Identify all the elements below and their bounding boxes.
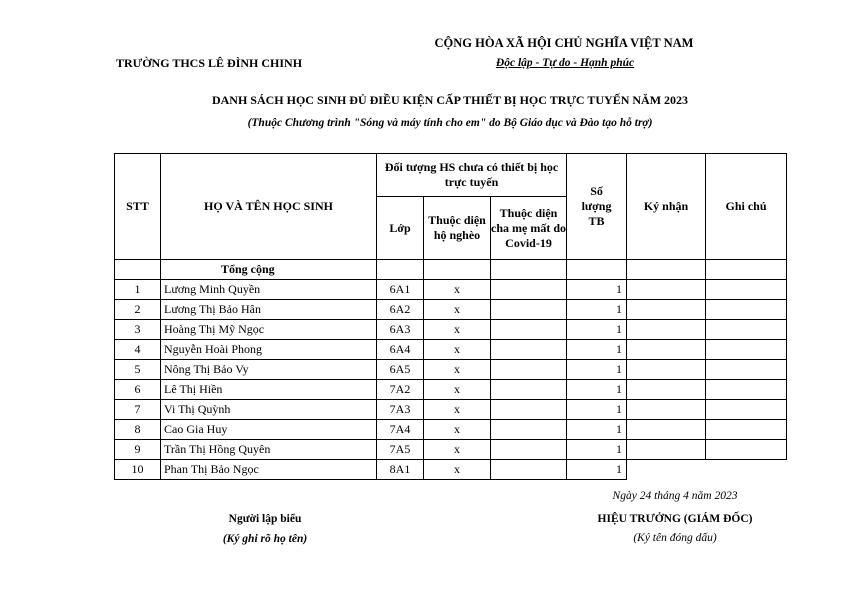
- row-name: Hoàng Thị Mỹ Ngọc: [161, 320, 377, 340]
- row-stt: 10: [115, 460, 161, 480]
- row-stt: 7: [115, 400, 161, 420]
- row-note: [706, 320, 787, 340]
- preparer-title: Người lập biểu: [228, 513, 302, 525]
- table-row: [115, 280, 787, 300]
- row-covid: [491, 300, 567, 320]
- principal-note: (Ký tên đóng dấu): [633, 532, 717, 544]
- row-stt: 2: [115, 300, 161, 320]
- row-class: 6A5: [377, 360, 424, 380]
- row-poor: x: [424, 340, 491, 360]
- row-sign: [627, 440, 706, 460]
- row-name: Nguyễn Hoài Phong: [161, 340, 377, 360]
- row-qty: 1: [567, 320, 627, 340]
- table-row: [115, 340, 787, 360]
- header-name: HỌ VÀ TÊN HỌC SINH: [161, 154, 377, 260]
- header-stt: STT: [115, 154, 161, 260]
- row-class: 7A5: [377, 440, 424, 460]
- student-table: [114, 153, 787, 480]
- header-group: Đối tượng HS chưa có thiết bị học trực tuyến: [377, 154, 567, 197]
- row-covid: [491, 320, 567, 340]
- row-poor: x: [424, 300, 491, 320]
- table-row: [115, 440, 787, 460]
- row-poor: x: [424, 420, 491, 440]
- row-qty: 1: [567, 360, 627, 380]
- table-row: [115, 400, 787, 420]
- row-name: Lương Thị Bảo Hân: [161, 300, 377, 320]
- row-sign: [627, 380, 706, 400]
- row-poor: x: [424, 380, 491, 400]
- row-sign: [627, 320, 706, 340]
- row-stt: 9: [115, 440, 161, 460]
- header-sign: Ký nhận: [627, 154, 706, 260]
- row-poor: x: [424, 460, 491, 480]
- header-note: Ghi chú: [706, 154, 787, 260]
- row-qty: 1: [567, 380, 627, 400]
- row-covid: [491, 400, 567, 420]
- sign-date: Ngày 24 tháng 4 năm 2023: [612, 490, 738, 502]
- row-note: [706, 380, 787, 400]
- row-sign: [627, 420, 706, 440]
- row-poor: x: [424, 400, 491, 420]
- row-stt: 3: [115, 320, 161, 340]
- row-note: [706, 460, 787, 480]
- table-row: [115, 320, 787, 340]
- row-covid: [491, 420, 567, 440]
- document-subtitle: (Thuộc Chương trình "Sóng và máy tính cho em" do Bộ Giáo dục và Đào tạo hỗ trợ): [247, 117, 653, 129]
- school-name: TRƯỜNG THCS LÊ ĐÌNH CHINH: [116, 56, 303, 70]
- row-sign: [627, 280, 706, 300]
- row-note: [706, 300, 787, 320]
- row-sign: [627, 360, 706, 380]
- row-covid: [491, 280, 567, 300]
- row-covid: [491, 360, 567, 380]
- country-name: CỘNG HÒA XÃ HỘI CHỦ NGHĨA VIỆT NAM: [434, 36, 694, 50]
- row-qty: 1: [567, 280, 627, 300]
- table-row: [115, 380, 787, 400]
- row-poor: x: [424, 440, 491, 460]
- row-class: 8A1: [377, 460, 424, 480]
- row-class: 7A3: [377, 400, 424, 420]
- row-covid: [491, 380, 567, 400]
- row-note: [706, 420, 787, 440]
- row-qty: 1: [567, 460, 627, 480]
- row-qty: 1: [567, 400, 627, 420]
- row-class: 7A2: [377, 380, 424, 400]
- row-class: 6A4: [377, 340, 424, 360]
- row-name: Lê Thị Hiền: [161, 380, 377, 400]
- row-name: Cao Gia Huy: [161, 420, 377, 440]
- total-label: Tổng cộng: [161, 260, 377, 280]
- row-stt: 6: [115, 380, 161, 400]
- row-covid: [491, 340, 567, 360]
- row-class: 6A2: [377, 300, 424, 320]
- row-covid: [491, 460, 567, 480]
- row-note: [706, 280, 787, 300]
- row-qty: 1: [567, 440, 627, 460]
- row-name: Phan Thị Bảo Ngọc: [161, 460, 377, 480]
- row-name: Lương Minh Quyền: [161, 280, 377, 300]
- table-row: [115, 460, 787, 480]
- row-qty: 1: [567, 420, 627, 440]
- row-note: [706, 340, 787, 360]
- header-class: Lớp: [377, 197, 424, 260]
- row-name: Vi Thị Quỳnh: [161, 400, 377, 420]
- preparer-note: (Ký ghi rõ họ tên): [222, 533, 308, 545]
- header-poor: Thuộc diện hộ nghèo: [424, 197, 491, 260]
- row-note: [706, 360, 787, 380]
- principal-title: HIỆU TRƯỞNG (GIÁM ĐỐC): [597, 513, 753, 525]
- row-stt: 5: [115, 360, 161, 380]
- row-sign: [627, 300, 706, 320]
- row-covid: [491, 440, 567, 460]
- header-qty: Số lượng TB: [567, 154, 627, 260]
- row-poor: x: [424, 320, 491, 340]
- row-stt: 1: [115, 280, 161, 300]
- row-sign: [627, 340, 706, 360]
- row-poor: x: [424, 280, 491, 300]
- row-name: Nông Thị Bảo Vy: [161, 360, 377, 380]
- row-class: 6A1: [377, 280, 424, 300]
- row-poor: x: [424, 360, 491, 380]
- document-title: DANH SÁCH HỌC SINH ĐỦ ĐIỀU KIỆN CẤP THIẾT BỊ HỌC TRỰC TUYẾN NĂM 2023: [211, 93, 689, 107]
- row-sign: [627, 460, 706, 480]
- row-note: [706, 440, 787, 460]
- row-note: [706, 400, 787, 420]
- table-row: [115, 300, 787, 320]
- header-covid: Thuộc diện cha mẹ mất do Covid-19: [491, 197, 567, 260]
- row-sign: [627, 400, 706, 420]
- row-qty: 1: [567, 300, 627, 320]
- row-qty: 1: [567, 340, 627, 360]
- row-class: 6A3: [377, 320, 424, 340]
- row-stt: 4: [115, 340, 161, 360]
- row-class: 7A4: [377, 420, 424, 440]
- row-name: Trần Thị Hồng Quyên: [161, 440, 377, 460]
- motto: Độc lập - Tự do - Hạnh phúc: [495, 57, 635, 69]
- row-stt: 8: [115, 420, 161, 440]
- table-row: [115, 360, 787, 380]
- table-row: [115, 420, 787, 440]
